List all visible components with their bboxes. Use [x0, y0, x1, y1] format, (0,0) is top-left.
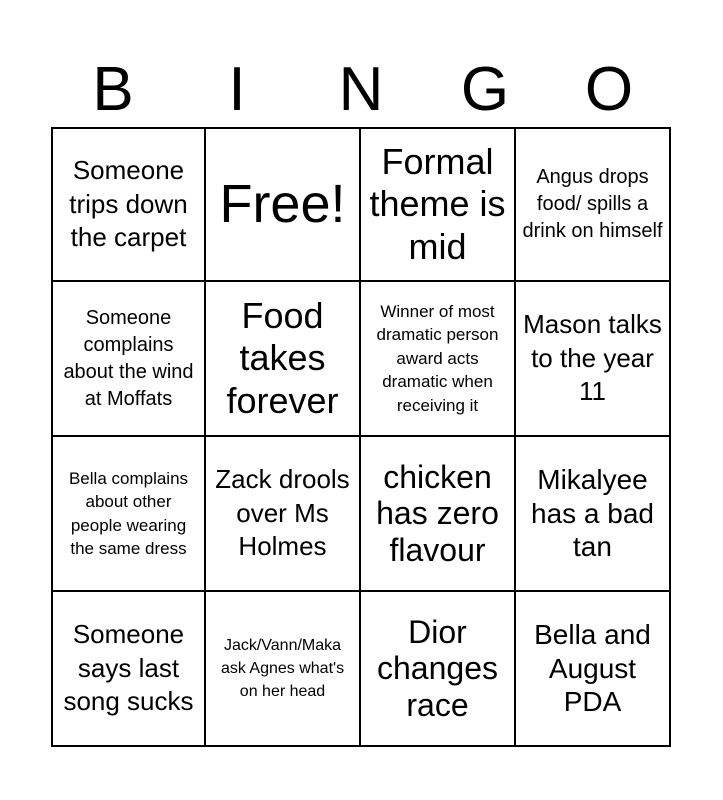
bingo-cell[interactable]: Someone says last song sucks — [51, 592, 206, 747]
bingo-cell[interactable]: Bella and August PDA — [516, 592, 671, 747]
bingo-cell[interactable]: Dior changes race — [361, 592, 516, 747]
bingo-cell[interactable]: Jack/Vann/Maka ask Agnes what's on her head — [206, 592, 361, 747]
header-letter-n: N — [338, 55, 384, 124]
bingo-header — [51, 52, 671, 128]
bingo-cell[interactable]: Food takes forever — [206, 282, 361, 437]
free-space-cell[interactable]: Free! — [206, 127, 361, 282]
bingo-cell[interactable]: Someone trips down the carpet — [51, 127, 206, 282]
bingo-cell[interactable]: Zack drools over Ms Holmes — [206, 437, 361, 592]
bingo-cell[interactable]: Mikalyee has a bad tan — [516, 437, 671, 592]
bingo-cell[interactable]: Bella complains about other people wearing the same dress — [51, 437, 206, 592]
bingo-cell[interactable]: Mason talks to the year 11 — [516, 282, 671, 437]
bingo-cell[interactable]: Formal theme is mid — [361, 127, 516, 282]
bingo-cell[interactable]: Angus drops food/ spills a drink on himself — [516, 127, 671, 282]
header-letter-o: O — [584, 55, 634, 124]
header-letter-b: B — [92, 55, 134, 124]
bingo-cell[interactable]: Winner of most dramatic person award acts dramatic when receiving it — [361, 282, 516, 437]
bingo-cell[interactable]: chicken has zero flavour — [361, 437, 516, 592]
bingo-cell[interactable]: Someone complains about the wind at Moffats — [51, 282, 206, 437]
bingo-board — [51, 127, 671, 747]
header-letter-g: G — [460, 55, 510, 124]
header-letter-i: I — [228, 55, 246, 124]
